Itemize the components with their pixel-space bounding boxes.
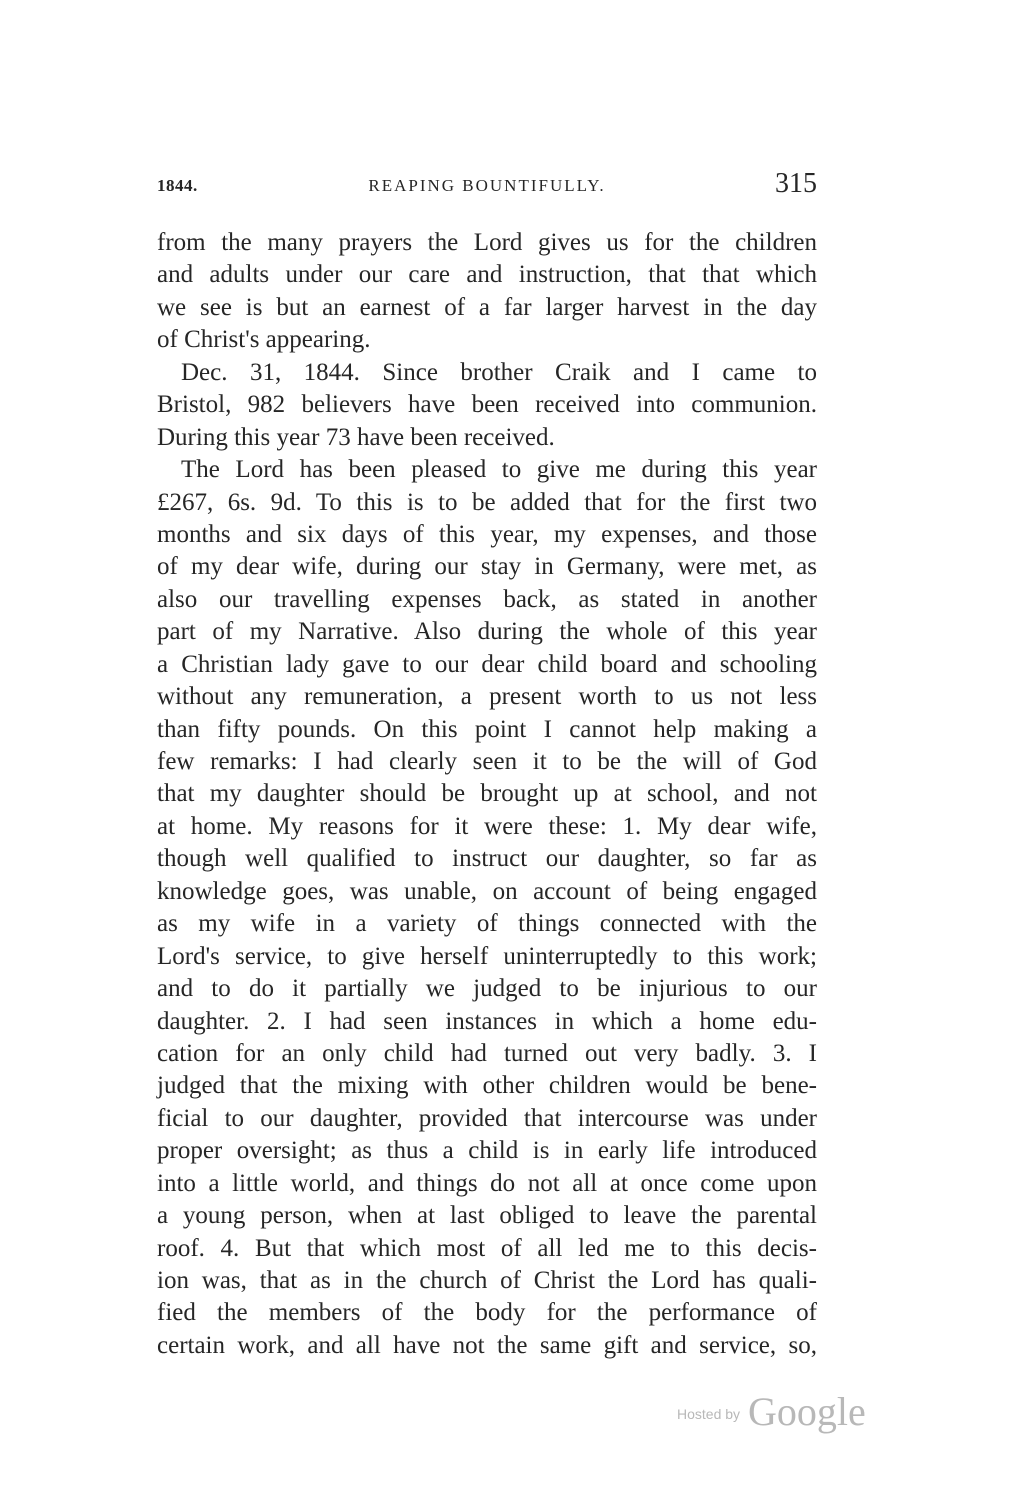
text-line: part of my Narrative. Also during the whole of this year bbox=[157, 618, 817, 646]
text-line: of Christ's appearing. bbox=[157, 326, 371, 354]
text-line: also our travelling expenses back, as stated in another bbox=[157, 585, 817, 613]
text-line: certain work, and all have not the same gift and service, so, bbox=[157, 1331, 817, 1359]
page-number: 315 bbox=[775, 168, 817, 199]
text-line: a young person, when at last obliged to leave the parental bbox=[157, 1202, 817, 1230]
text-line: ficial to our daughter, provided that intercourse was under bbox=[157, 1104, 817, 1132]
text-line: daughter. 2. I had seen instances in which a home edu- bbox=[157, 1007, 817, 1035]
running-title: REAPING BOUNTIFULLY. bbox=[368, 176, 606, 195]
text-line: The Lord has been pleased to give me during this year bbox=[181, 456, 817, 484]
text-line: into a little world, and things do not all at once come upon bbox=[157, 1169, 817, 1197]
text-line: Lord's service, to give herself uninterruptedly to this work; bbox=[157, 942, 817, 970]
text-line: that my daughter should be brought up at school, and not bbox=[157, 780, 817, 808]
text-line: cation for an only child had turned out very badly. 3. I bbox=[157, 1039, 817, 1067]
text-line: £267, 6s. 9d. To this is to be added that for the first two bbox=[157, 488, 817, 516]
running-header bbox=[157, 168, 817, 200]
text-line: than fifty pounds. On this point I cannot help making a bbox=[157, 715, 817, 743]
text-line: ion was, that as in the church of Christ the Lord has quali- bbox=[157, 1267, 817, 1294]
text-line: Dec. 31, 1844. Since brother Craik and I came to bbox=[181, 358, 817, 386]
text-line: from the many prayers the Lord gives us for the children bbox=[157, 229, 817, 256]
text-line: and to do it partially we judged to be injurious to our bbox=[157, 975, 817, 1003]
watermark-hosted-text: Hosted by bbox=[677, 1406, 741, 1422]
text-line: without any remuneration, a present worth to us not less bbox=[157, 683, 817, 711]
text-line: proper oversight; as thus a child is in early life introduced bbox=[157, 1137, 817, 1165]
body-text bbox=[157, 227, 817, 1362]
watermark-brand: Google bbox=[748, 1389, 866, 1434]
text-line: as my wife in a variety of things connected with the bbox=[157, 910, 817, 938]
text-line: and adults under our care and instruction, that that which bbox=[157, 261, 817, 289]
text-line: knowledge goes, was unable, on account of being engaged bbox=[157, 877, 817, 905]
text-line: fied the members of the body for the performance of bbox=[157, 1299, 817, 1327]
text-line: Bristol, 982 believers have been received into communion. bbox=[157, 391, 817, 419]
text-line: at home. My reasons for it were these: 1. My dear wife, bbox=[157, 812, 817, 840]
text-line: a Christian lady gave to our dear child board and schooling bbox=[157, 650, 817, 678]
text-line: judged that the mixing with other children would be bene- bbox=[157, 1072, 817, 1100]
text-line: During this year 73 have been received. bbox=[157, 423, 555, 451]
text-line: months and six days of this year, my expenses, and those bbox=[157, 520, 817, 548]
header-year: 1844. bbox=[157, 176, 198, 195]
text-line: of my dear wife, during our stay in Germany, were met, as bbox=[157, 553, 817, 581]
text-line: we see is but an earnest of a far larger harvest in the day bbox=[157, 293, 817, 321]
text-line: though well qualified to instruct our daughter, so far as bbox=[157, 845, 817, 873]
text-line: few remarks: I had clearly seen it to be the will of God bbox=[157, 748, 817, 775]
text-line: roof. 4. But that which most of all led me to this decis- bbox=[157, 1234, 817, 1262]
google-watermark bbox=[677, 1388, 866, 1438]
